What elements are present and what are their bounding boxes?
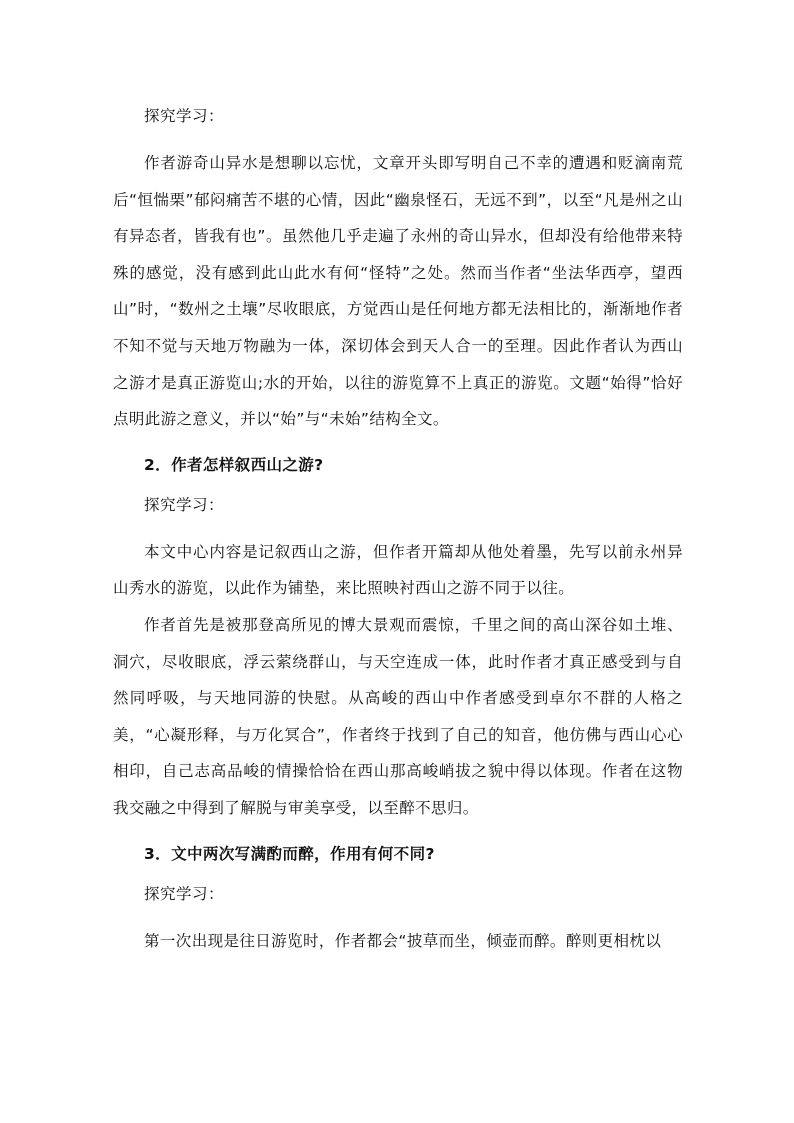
body-paragraph: 作者游奇山异水是想聊以忘忧，文章开头即写明自己不幸的遭遇和贬滴南荒后“恒惴栗”郁闷痛苦不堪的心情，因此“幽泉怪石，无远不到”，以至“凡是州之山有异态者，皆我有也”。虽然他几乎走遍了永州的奇山异水，但却没有给他带来特殊的感觉，没有感到此山此水有何“怪特”之处。然而当作者“坐法华西亭，望西山”时，“数州之土壤”尽收眼底，方觉西山是任何地方都无法相比的，渐渐地作者不知不觉与天地万物融为一体，深切体会到天人合一的至理。因此作者认为西山之游才是真正游览山;水的开始，以往的游览算不上真正的游览。文题“始得”恰好点明此游之意义，并以“始”与“未始”结构全文。 bbox=[113, 154, 683, 429]
section-1 bbox=[113, 105, 683, 438]
body-paragraph: 本文中心内容是记叙西山之游，但作者开篇却从他处着墨，先写以前永州异山秀水的游览，以此作为铺垫，来比照映衬西山之游不同于以往。 bbox=[113, 542, 683, 598]
body-paragraph: 作者首先是被那登高所见的博大景观而震惊，千里之间的高山深谷如土堆、洞穴，尽收眼底，浮云萦绕群山，与天空连成一体，此时作者才真正感受到与自然同呼吸，与天地同游的快慰。从高峻的西山中作者感受到卓尔不群的人格之美，“心凝形释，与万化冥合”，作者终于找到了自己的知音，他仿佛与西山心心相印，自己志高品峻的情操恰恰在西山那高峻峭拔之貌中得以体现。作者在这物我交融之中得到了解脱与审美享受，以至醉不思归。 bbox=[113, 615, 683, 817]
section-2 bbox=[113, 454, 683, 827]
section-label: 探究学习： bbox=[144, 495, 225, 514]
section-3 bbox=[113, 843, 683, 960]
section-label: 探究学习： bbox=[144, 884, 225, 903]
question-heading: 3．文中两次写满酌而醉，作用有何不同? bbox=[144, 844, 435, 863]
section-label: 探究学习： bbox=[144, 107, 225, 125]
question-heading: 2．作者怎样叙西山之游? bbox=[144, 455, 324, 474]
body-paragraph: 第一次出现是往日游览时，作者都会“披草而坐，倾壶而醉。醉则更相枕以 bbox=[144, 931, 662, 950]
document-page bbox=[113, 105, 683, 959]
